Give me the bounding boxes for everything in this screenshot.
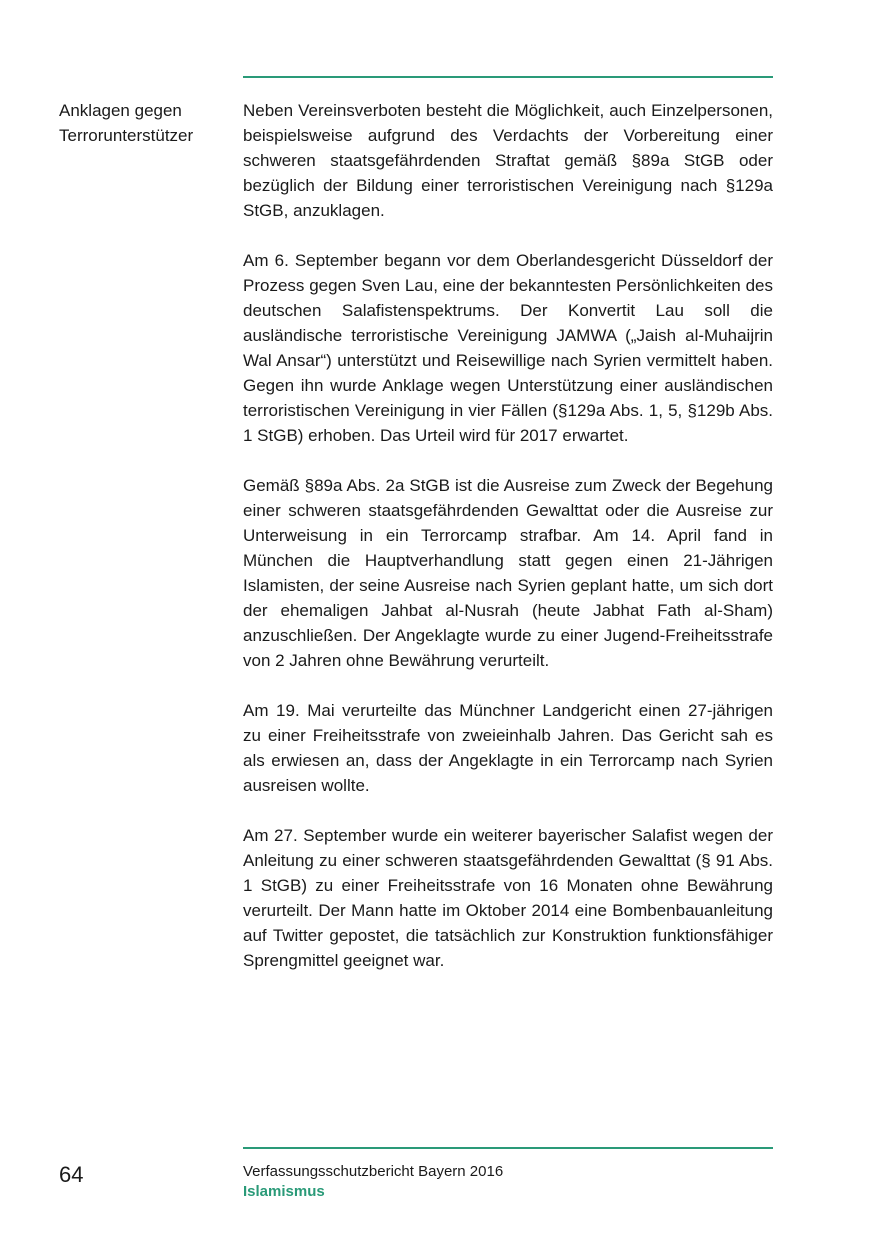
paragraph-4: Am 19. Mai verurteilte das Münchner Landgericht einen 27-jährigen zu einer Freiheitsstrafe von zweieinhalb Jahren. Das Gericht sah es als erwiesen an, dass der Angeklagte in ein Terrorcamp nach Syrien ausreisen wollte. xyxy=(243,701,773,795)
margin-heading xyxy=(59,98,234,148)
paragraph-1: Neben Vereinsverboten besteht die Möglichkeit, auch Einzelpersonen, beispielsweise aufgrund des Verdachts der Vorbereitung einer schweren staatsgefährdenden Straftat gemäß §89a StGB oder bezüglich der Bildung einer terroristischen Vereinigung nach §129a StGB, anzuklagen. xyxy=(243,101,773,220)
paragraph-5: Am 27. September wurde ein weiterer bayerischer Salafist wegen der Anleitung zu einer schweren staatsgefährdenden Gewalttat (§ 91 Abs. 1 StGB) zu einer Freiheitsstrafe von 16 Monaten ohne Bewährung verurteilt. Der Mann hatte im Oktober 2014 eine Bombenbauanleitung auf Twitter gepostet, die tatsächlich zur Konstruktion funktionsfähiger Sprengmittel geeignet war. xyxy=(243,826,773,970)
body-text xyxy=(243,98,773,998)
top-divider xyxy=(243,76,773,78)
margin-heading-line-1: Anklagen gegen xyxy=(59,101,182,120)
footer-section-name: Islamismus xyxy=(243,1183,325,1200)
margin-heading-line-2: Terrorunterstützer xyxy=(59,126,194,145)
paragraph-3: Gemäß §89a Abs. 2a StGB ist die Ausreise zum Zweck der Begehung einer schweren staatsgefährdenden Gewalttat oder die Ausreise zur Unterweisung in ein Terrorcamp strafbar. Am 14. April fand in München die Hauptverhandlung statt gegen einen 21-Jährigen Islamisten, der seine Ausreise nach Syrien geplant hatte, um sich dort der ehemaligen Jahbat al-Nusrah (heute Jabhat Fath al-Sham) anzuschließen. Der Angeklagte wurde zu einer Jugend-Freiheitsstrafe von 2 Jahren ohne Bewährung verurteilt. xyxy=(243,476,773,670)
page-number: 64 xyxy=(59,1162,84,1187)
paragraph-2: Am 6. September begann vor dem Oberlandesgericht Düsseldorf der Prozess gegen Sven Lau, eine der bekanntesten Persönlichkeiten des deutschen Salafistenspektrums. Der Konvertit Lau soll die ausländische terroristische Vereinigung JAMWA („Jaish al-Muhaijrin Wal Ansar“) unterstützt und Reisewillige nach Syrien vermittelt haben. Gegen ihn wurde Anklage wegen Unterstützung einer ausländischen terroristischen Vereinigung in vier Fällen (§129a Abs. 1, 5, §129b Abs. 1 StGB) erhoben. Das Urteil wird für 2017 erwartet. xyxy=(243,251,773,445)
footer-divider xyxy=(243,1147,773,1149)
footer-report-title: Verfassungsschutzbericht Bayern 2016 xyxy=(243,1163,504,1180)
